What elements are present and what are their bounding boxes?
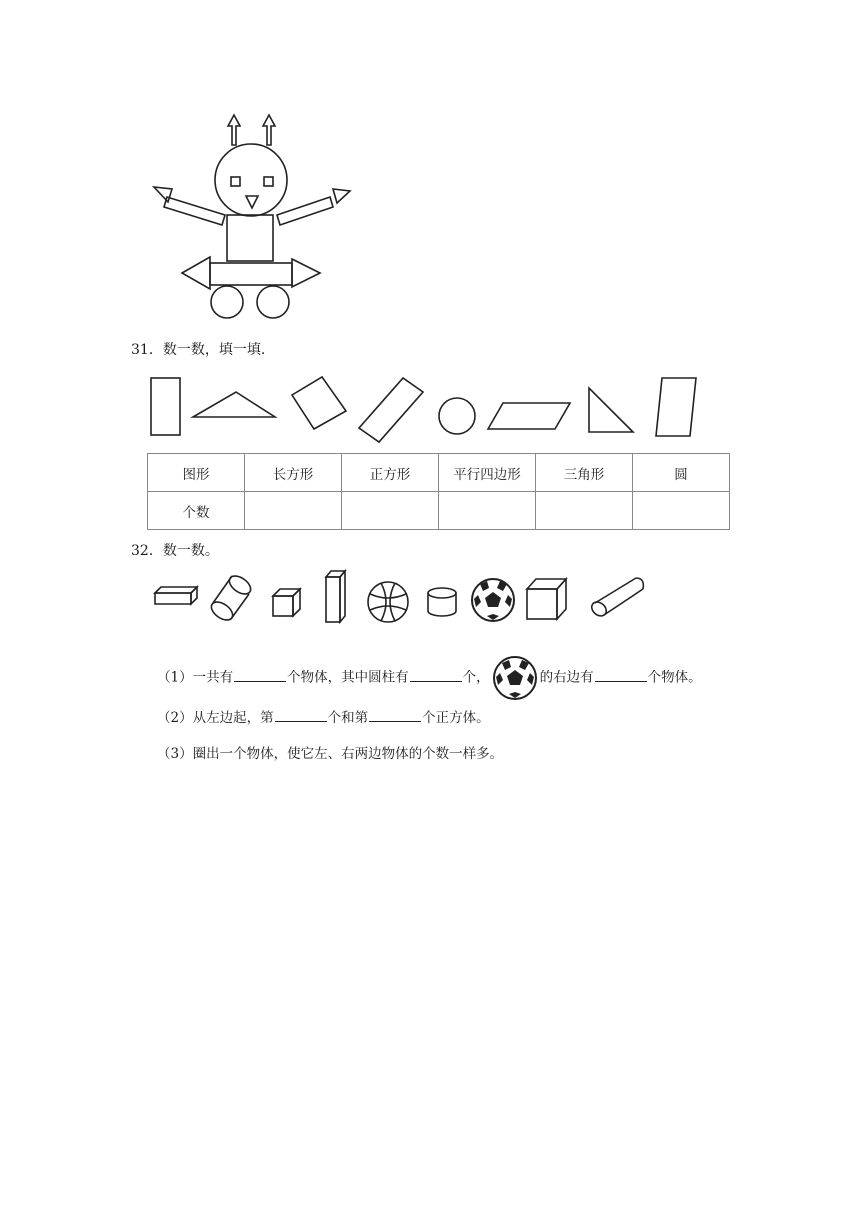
q32-part1-text-b: 个物体，其中圆柱有 — [287, 669, 409, 686]
table-row-label: 个数 — [148, 492, 245, 530]
object-cylinder-thin — [589, 578, 643, 619]
robot-left-arm — [164, 197, 225, 225]
q32-part2 — [157, 706, 490, 726]
robot-right-eye — [264, 177, 273, 186]
answer-blank-cylinders[interactable] — [410, 667, 462, 682]
object-cylinder-tilted — [208, 572, 254, 623]
q32-part1 — [157, 655, 702, 701]
q32-objects-row — [145, 566, 655, 628]
shape-rectangle-tilted — [359, 378, 423, 442]
shape-parallelogram-tall — [656, 378, 696, 436]
table-header-cell: 图形 — [148, 454, 245, 492]
soccer-ball-icon — [492, 655, 538, 701]
object-cylinder-short — [428, 588, 456, 616]
robot-base — [210, 263, 292, 285]
q32-part2-text-a: （2）从左边起，第 — [157, 710, 274, 726]
robot-left-wheel — [211, 286, 243, 318]
robot-body — [227, 215, 273, 261]
robot-right-arm — [277, 197, 333, 225]
answer-blank-cube-first[interactable] — [275, 707, 327, 722]
right-antenna-icon — [263, 115, 275, 145]
table-row — [148, 492, 730, 530]
answer-blank-total[interactable] — [234, 667, 286, 682]
robot-left-side — [182, 257, 210, 289]
q32-part1-text-d: 的右边有 — [539, 669, 594, 686]
table-header-cell: 圆 — [633, 454, 730, 492]
robot-right-side — [292, 259, 320, 287]
answer-blank-right-of-ball[interactable] — [595, 667, 647, 682]
q32-part2-text-c: 个正方体。 — [422, 710, 490, 726]
answer-cell-circle[interactable] — [633, 492, 730, 530]
answer-cell-square[interactable] — [342, 492, 439, 530]
shape-rectangle-vertical — [151, 378, 180, 435]
robot-left-hand — [154, 187, 172, 202]
q31-shapes-row — [140, 370, 720, 445]
answer-blank-cube-second[interactable] — [369, 707, 421, 722]
shape-triangle-flat — [193, 392, 275, 417]
q32-title: 32．数一数。 — [131, 543, 219, 559]
answer-cell-parallelogram[interactable] — [439, 492, 536, 530]
table-header-cell: 三角形 — [536, 454, 633, 492]
q31-title: 31．数一数，填一填. — [131, 342, 266, 358]
table-header-cell: 长方形 — [245, 454, 342, 492]
table-header-row — [148, 454, 730, 492]
shape-square-tilted — [292, 377, 346, 429]
left-antenna-icon — [228, 115, 240, 145]
q31-table — [147, 453, 730, 530]
q32-part1-text-a: （1）一共有 — [157, 669, 234, 686]
q32-part1-text-c: 个， — [462, 669, 490, 686]
robot-right-hand — [333, 189, 350, 203]
shape-right-triangle — [589, 388, 633, 432]
object-cube — [527, 579, 566, 619]
robot-left-eye — [231, 177, 240, 186]
q32-part3: （3）圈出一个物体，使它左、右两边物体的个数一样多。 — [157, 746, 504, 762]
shape-parallelogram — [488, 403, 570, 429]
object-cuboid-flat — [155, 587, 197, 604]
robot-figure — [140, 105, 370, 330]
q32-part2-text-b: 个和第 — [327, 710, 369, 726]
object-cuboid-tall — [326, 571, 345, 622]
table-header-cell: 平行四边形 — [439, 454, 536, 492]
object-basketball — [368, 582, 408, 622]
shape-circle — [439, 398, 475, 434]
object-soccer-ball — [472, 579, 514, 621]
robot-nose — [246, 196, 258, 208]
q32-part1-text-e: 个物体。 — [647, 669, 702, 686]
robot-right-wheel — [257, 286, 289, 318]
object-cube-small — [273, 589, 300, 616]
table-header-cell: 正方形 — [342, 454, 439, 492]
answer-cell-triangle[interactable] — [536, 492, 633, 530]
answer-cell-rectangle[interactable] — [245, 492, 342, 530]
